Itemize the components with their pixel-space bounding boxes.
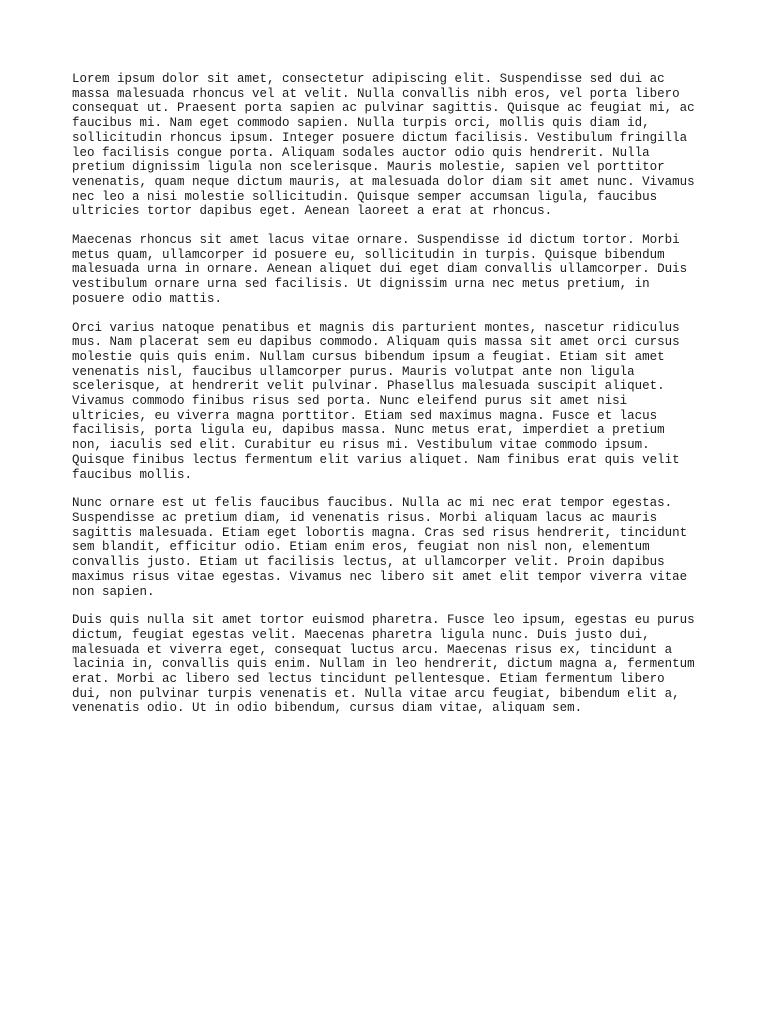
paragraph-4 (72, 496, 702, 599)
text-line: ultricies tortor dapibus eget. Aenean laoreet a erat at rhoncus. (72, 204, 553, 219)
text-line: Maecenas rhoncus sit amet lacus vitae ornare. Suspendisse id dictum tortor. Morbi (72, 233, 680, 248)
document-body (72, 72, 702, 716)
text-line: venenatis nisl, faucibus ullamcorper purus. Mauris volutpat ante non ligula (72, 364, 635, 379)
text-line: malesuada et viverra eget, consequat luctus arcu. Maecenas risus ex, tincidunt a (72, 642, 673, 657)
text-line: non, iaculis sed elit. Curabitur eu risus mi. Vestibulum vitae commodo ipsum. (72, 438, 650, 453)
text-line: ultricies, eu viverra magna porttitor. Etiam sed maximus magna. Fusce et lacus (72, 408, 658, 423)
text-line: nec leo a nisi molestie sollicitudin. Quisque semper accumsan ligula, faucibus (72, 189, 658, 204)
text-line: dui, non pulvinar turpis venenatis et. Nulla vitae arcu feugiat, bibendum elit a, (72, 686, 680, 701)
text-line: dictum, feugiat egestas velit. Maecenas pharetra ligula nunc. Duis justo dui, (72, 627, 650, 642)
text-line: scelerisque, at hendrerit velit pulvinar. Phasellus malesuada suscipit aliquet. (72, 379, 665, 394)
text-line: erat. Morbi ac libero sed lectus tincidunt pellentesque. Etiam fermentum libero (72, 672, 665, 687)
text-line: faucibus mi. Nam eget commodo sapien. Nulla turpis orci, mollis quis diam id, (72, 116, 650, 131)
text-line: mus. Nam placerat sem eu dapibus commodo. Aliquam quis massa sit amet orci cursus (72, 335, 680, 350)
text-line: vestibulum ornare urna sed facilisis. Ut dignissim urna nec metus pretium, in (72, 277, 650, 292)
paragraph-1 (72, 72, 702, 219)
paragraph-5 (72, 613, 702, 716)
text-line: Lorem ipsum dolor sit amet, consectetur adipiscing elit. Suspendisse sed dui ac (72, 72, 665, 86)
text-line: venenatis odio. Ut in odio bibendum, cursus diam vitae, aliquam sem. (72, 701, 583, 716)
text-line: Orci varius natoque penatibus et magnis dis parturient montes, nascetur ridiculus (72, 320, 680, 335)
text-line: maximus risus vitae egestas. Vivamus nec libero sit amet elit tempor viverra vitae (72, 569, 688, 584)
text-line: faucibus mollis. (72, 467, 193, 482)
text-line: molestie quis quis enim. Nullam cursus bibendum ipsum a feugiat. Etiam sit amet (72, 349, 665, 364)
text-line: Quisque finibus lectus fermentum elit varius aliquet. Nam finibus erat quis velit (72, 452, 680, 467)
text-line: convallis justo. Etiam ut facilisis lectus, at ullamcorper velit. Proin dapibus (72, 555, 665, 570)
text-line: malesuada urna in ornare. Aenean aliquet dui eget diam convallis ullamcorper. Duis (72, 262, 688, 277)
text-line: sagittis malesuada. Etiam eget lobortis magna. Cras sed risus hendrerit, tincidunt (72, 525, 688, 540)
text-line: massa malesuada rhoncus vel at velit. Nulla convallis nibh eros, vel porta libero (72, 86, 680, 101)
text-line: leo facilisis congue porta. Aliquam sodales auctor odio quis hendrerit. Nulla (72, 145, 650, 160)
text-line: lacinia in, convallis quis enim. Nullam in leo hendrerit, dictum magna a, fermentum (72, 657, 695, 672)
paragraph-3 (72, 321, 702, 483)
text-line: consequat ut. Praesent porta sapien ac pulvinar sagittis. Quisque ac feugiat mi, ac (72, 101, 695, 116)
text-line: metus quam, ullamcorper id posuere eu, sollicitudin in turpis. Quisque bibendum (72, 247, 665, 262)
text-line: Nunc ornare est ut felis faucibus faucibus. Nulla ac mi nec erat tempor egestas. (72, 496, 673, 511)
text-line: non sapien. (72, 584, 155, 599)
text-line: sem blandit, efficitur odio. Etiam enim eros, feugiat non nisl non, elementum (72, 540, 650, 555)
text-line: facilisis, porta ligula eu, dapibus massa. Nunc metus erat, imperdiet a pretium (72, 423, 665, 438)
text-line: pretium dignissim ligula non scelerisque. Mauris molestie, sapien vel porttitor (72, 160, 665, 175)
text-line: Duis quis nulla sit amet tortor euismod pharetra. Fusce leo ipsum, egestas eu purus (72, 613, 695, 628)
text-line: sollicitudin rhoncus ipsum. Integer posuere dictum facilisis. Vestibulum fringilla (72, 130, 688, 145)
text-line: Suspendisse ac pretium diam, id venenatis risus. Morbi aliquam lacus ac mauris (72, 510, 658, 525)
text-line: Vivamus commodo finibus risus sed porta. Nunc eleifend purus sit amet nisi (72, 394, 628, 409)
text-line: venenatis, quam neque dictum mauris, at malesuada dolor diam sit amet nunc. Vivamus (72, 174, 695, 189)
text-line: posuere odio mattis. (72, 291, 223, 306)
paragraph-2 (72, 233, 702, 307)
